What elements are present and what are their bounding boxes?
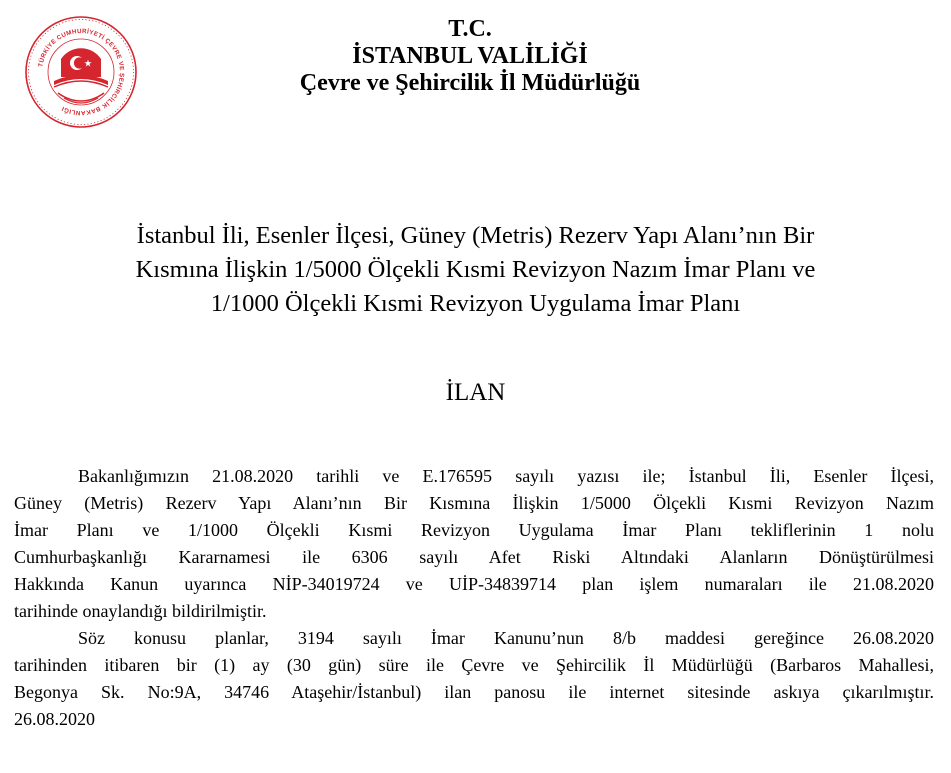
paragraph-2-line: Söz konusu planlar, 3194 sayılı İmar Kanunu’nun 8/b maddesi gereğince 26.08.2020 (78, 628, 934, 648)
seal-text: TÜRKİYE CUMHURİYETİ ÇEVRE VE ŞEHİRCİLİK BAKANLIĞI (37, 27, 126, 117)
institution-header (190, 16, 750, 97)
paragraph-1-line: Cumhurbaşkanlığı Kararnamesi ile 6306 sayılı Afet Riski Altındaki Alanların Dönüştürülmesi (14, 547, 934, 567)
notice-heading: İLAN (445, 379, 506, 406)
header-republic: T.C. (448, 16, 492, 42)
paragraph-1-line: tarihinde onaylandığı bildirilmiştir. (14, 601, 267, 621)
document-title (20, 219, 931, 321)
title-line-2: Kısmına İlişkin 1/5000 Ölçekli Kısmi Revizyon Nazım İmar Planı ve (135, 256, 816, 283)
notice-body (14, 463, 934, 733)
header-governorship: İSTANBUL VALİLİĞİ (352, 43, 588, 69)
paragraph-1-line: Hakkında Kanun uyarınca NİP-34019724 ve UİP-34839714 plan işlem numaraları ile 21.08.2020 (14, 574, 934, 594)
paragraph-2-line: Begonya Sk. No:9A, 34746 Ataşehir/İstanbul) ilan panosu ile internet sitesinde askıya çıkarılmıştır. (14, 682, 934, 702)
title-line-1: İstanbul İli, Esenler İlçesi, Güney (Metris) Rezerv Yapı Alanı’nın Bir (136, 222, 815, 249)
header-directorate: Çevre ve Şehircilik İl Müdürlüğü (299, 70, 641, 96)
notice-date: 26.08.2020 (14, 709, 95, 729)
paragraph-1-line: Güney (Metris) Rezerv Yapı Alanı’nın Bir Kısmına İlişkin 1/5000 Ölçekli Kısmi Revizyon Nazım (14, 493, 934, 513)
paragraph-1-line: Bakanlığımızın 21.08.2020 tarihli ve E.176595 sayılı yazısı ile; İstanbul İli, Esenler İlçesi, (78, 466, 934, 486)
title-line-3: 1/1000 Ölçekli Kısmi Revizyon Uygulama İmar Planı (210, 290, 741, 317)
ministry-seal-icon (24, 15, 138, 129)
paragraph-1-line: İmar Planı ve 1/1000 Ölçekli Kısmi Revizyon Uygulama İmar Planı tekliflerinin 1 nolu (14, 520, 934, 540)
paragraph-2-line: tarihinden itibaren bir (1) ay (30 gün) süre ile Çevre ve Şehircilik İl Müdürlüğü (Barbaros Mahallesi, (14, 655, 934, 675)
